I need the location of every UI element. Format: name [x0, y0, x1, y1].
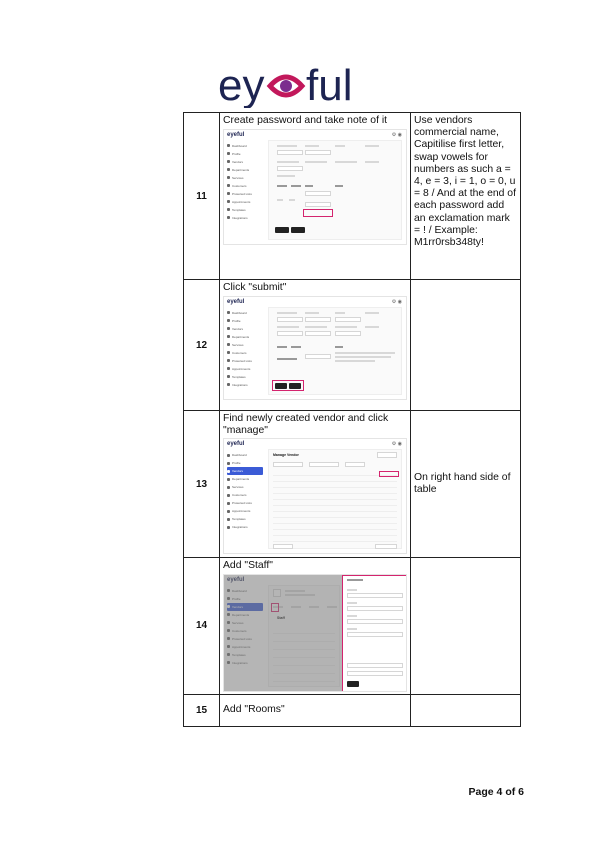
vendor-table — [268, 449, 402, 549]
sidebar-item[interactable] — [227, 150, 263, 158]
sidebar-item-label: Templates — [232, 517, 246, 521]
sidebar-item[interactable] — [227, 341, 263, 349]
sidebar-item-label: Vendors — [232, 326, 244, 331]
sidebar-item-label: Vendors — [232, 159, 244, 164]
screen-title: Manage Vendor — [273, 453, 299, 457]
sidebar-item-label: Departments — [232, 477, 250, 481]
nav-icon — [227, 168, 230, 171]
sidebar-item-label: Integrations — [232, 525, 248, 529]
step-instruction: Find newly created vendor and click "manage" — [223, 413, 389, 436]
sidebar-item-label: Appointments — [232, 366, 251, 371]
sidebar-item[interactable] — [227, 174, 263, 182]
sidebar-item[interactable] — [227, 499, 263, 507]
sidebar-item[interactable] — [227, 475, 263, 483]
step-screenshot — [223, 438, 407, 554]
nav-icon — [227, 494, 230, 497]
nav-icon — [227, 367, 230, 370]
sidebar-item[interactable] — [227, 182, 263, 190]
sidebar-item[interactable] — [227, 467, 263, 475]
submit-button-highlight — [272, 380, 304, 391]
sidebar-item[interactable] — [227, 451, 263, 459]
sidebar-item[interactable] — [227, 483, 263, 491]
modal-overlay — [224, 575, 342, 691]
sidebar-item[interactable] — [227, 158, 263, 166]
sidebar-item-label: Customers — [232, 493, 247, 497]
nav-icon — [227, 152, 230, 155]
password-field-highlight — [303, 209, 333, 217]
nav-icon — [227, 176, 230, 179]
add-vendor-button[interactable] — [377, 452, 397, 458]
sidebar-item-label: Protected Lists — [232, 501, 252, 505]
sidebar-item-label: Dashboard — [232, 310, 247, 315]
nav-icon — [227, 486, 230, 489]
add-staff-panel-highlight — [342, 575, 407, 692]
sidebar-item[interactable] — [227, 166, 263, 174]
step-note — [411, 558, 521, 695]
svg-text:ey: ey — [218, 62, 265, 108]
step-screenshot — [223, 574, 407, 692]
nav-icon — [227, 192, 230, 195]
sidebar-item-label: Protected Lists — [232, 191, 252, 196]
sidebar-item[interactable] — [227, 459, 263, 467]
step-row-13 — [184, 411, 521, 558]
step-note — [411, 280, 521, 411]
step-row-11 — [184, 113, 521, 280]
sidebar-item-label: Templates — [232, 207, 246, 212]
step-screenshot — [223, 129, 407, 245]
step-number: 12 — [184, 280, 220, 411]
sidebar-item[interactable] — [227, 317, 263, 325]
nav-icon — [227, 351, 230, 354]
nav-icon — [227, 184, 230, 187]
sidebar-item-label: Protected Lists — [232, 358, 252, 363]
step-note — [411, 694, 521, 726]
sidebar-item[interactable] — [227, 206, 263, 214]
top-icons: ⚙ ◉ — [391, 441, 402, 447]
app-brand: eyeful — [227, 131, 245, 138]
sidebar-item-label: Profile — [232, 461, 241, 465]
sidebar-item-label: Customers — [232, 350, 247, 355]
nav-icon — [227, 200, 230, 203]
nav-icon — [227, 327, 230, 330]
sidebar-item[interactable] — [227, 357, 263, 365]
nav-icon — [227, 208, 230, 211]
nav-icon — [227, 526, 230, 529]
top-icons: ⚙ ◉ — [391, 298, 402, 305]
svg-text:ful: ful — [306, 62, 353, 108]
sidebar-item[interactable] — [227, 373, 263, 381]
nav-icon — [227, 375, 230, 378]
step-number: 15 — [184, 694, 220, 726]
sidebar-item-label: Vendors — [232, 469, 244, 473]
sidebar-item-label: Services — [232, 485, 244, 489]
sidebar-item[interactable] — [227, 491, 263, 499]
step-number: 14 — [184, 558, 220, 695]
sidebar-item[interactable] — [227, 214, 263, 222]
sidebar-item[interactable] — [227, 515, 263, 523]
step-content — [220, 558, 411, 695]
eyeful-logo — [218, 62, 378, 108]
manage-link-highlight — [379, 471, 399, 477]
sidebar-item[interactable] — [227, 198, 263, 206]
sidebar-item[interactable] — [227, 349, 263, 357]
vendor-form — [268, 140, 402, 240]
sidebar-item-label: Services — [232, 175, 244, 180]
sidebar-item-label: Integrations — [232, 382, 248, 387]
step-note: Use vendors commercial name, Capitilise first letter, swap vowels for numbers as such a = 4, e = 3, i = 1, o = 0, u = 8 / And at the end of each password add an exclamation mark = ! / Example: M1rr0rsb348ty! — [411, 113, 521, 280]
step-number: 11 — [184, 113, 220, 280]
sidebar-item-label: Profile — [232, 151, 241, 156]
sidebar-item-label: Departments — [232, 167, 250, 172]
sidebar-item-label: Templates — [232, 374, 246, 379]
top-icons: ⚙ ◉ — [391, 131, 402, 138]
step-row-14 — [184, 558, 521, 695]
sidebar-item-label: Departments — [232, 334, 250, 339]
sidebar-item-label: Appointments — [232, 509, 251, 513]
sidebar-item[interactable] — [227, 142, 263, 150]
nav-icon — [227, 454, 230, 457]
sidebar-item[interactable] — [227, 523, 263, 531]
sidebar-item[interactable] — [227, 333, 263, 341]
sidebar-nav — [227, 309, 263, 389]
sidebar-item[interactable] — [227, 507, 263, 515]
sidebar-item-label: Dashboard — [232, 143, 247, 148]
sidebar-item-label: Dashboard — [232, 453, 247, 457]
step-instruction: Add "Rooms" — [223, 704, 285, 716]
nav-icon — [227, 359, 230, 362]
steps-table — [183, 112, 521, 727]
nav-icon — [227, 216, 230, 219]
sidebar-item-label: Integrations — [232, 215, 248, 220]
step-row-12 — [184, 280, 521, 411]
nav-icon — [227, 319, 230, 322]
step-instruction: Create password and take note of it — [223, 115, 388, 126]
step-content — [220, 694, 411, 726]
step-content — [220, 411, 411, 558]
nav-icon — [227, 510, 230, 513]
nav-icon — [227, 462, 230, 465]
sidebar-item[interactable] — [227, 190, 263, 198]
nav-icon — [227, 311, 230, 314]
eyeful-logo-mark — [218, 62, 378, 108]
step-instruction: Click "submit" — [223, 282, 287, 293]
step-content — [220, 113, 411, 280]
step-content — [220, 280, 411, 411]
nav-icon — [227, 502, 230, 505]
vendor-form — [268, 307, 402, 395]
sidebar-item[interactable] — [227, 325, 263, 333]
sidebar-item-label: Services — [232, 342, 244, 347]
step-note: On right hand side of table — [411, 411, 521, 558]
step-screenshot — [223, 296, 407, 400]
app-brand: eyeful — [227, 298, 245, 305]
sidebar-item[interactable] — [227, 381, 263, 389]
step-instruction: Add "Staff" — [223, 560, 273, 571]
page-number: Page 4 of 6 — [468, 786, 524, 798]
app-brand: eyeful — [227, 441, 245, 447]
sidebar-item[interactable] — [227, 365, 263, 373]
nav-icon — [227, 470, 230, 473]
nav-icon — [227, 160, 230, 163]
step-number: 13 — [184, 411, 220, 558]
step-row-15 — [184, 694, 521, 726]
nav-icon — [227, 518, 230, 521]
nav-icon — [227, 335, 230, 338]
nav-icon — [227, 383, 230, 386]
nav-icon — [227, 144, 230, 147]
nav-icon — [227, 478, 230, 481]
sidebar-nav — [227, 142, 263, 222]
sidebar-item-label: Appointments — [232, 199, 251, 204]
sidebar-nav — [227, 451, 263, 531]
sidebar-item-label: Profile — [232, 318, 241, 323]
sidebar-item-label: Customers — [232, 183, 247, 188]
sidebar-item[interactable] — [227, 309, 263, 317]
nav-icon — [227, 343, 230, 346]
eye-icon — [270, 77, 302, 95]
